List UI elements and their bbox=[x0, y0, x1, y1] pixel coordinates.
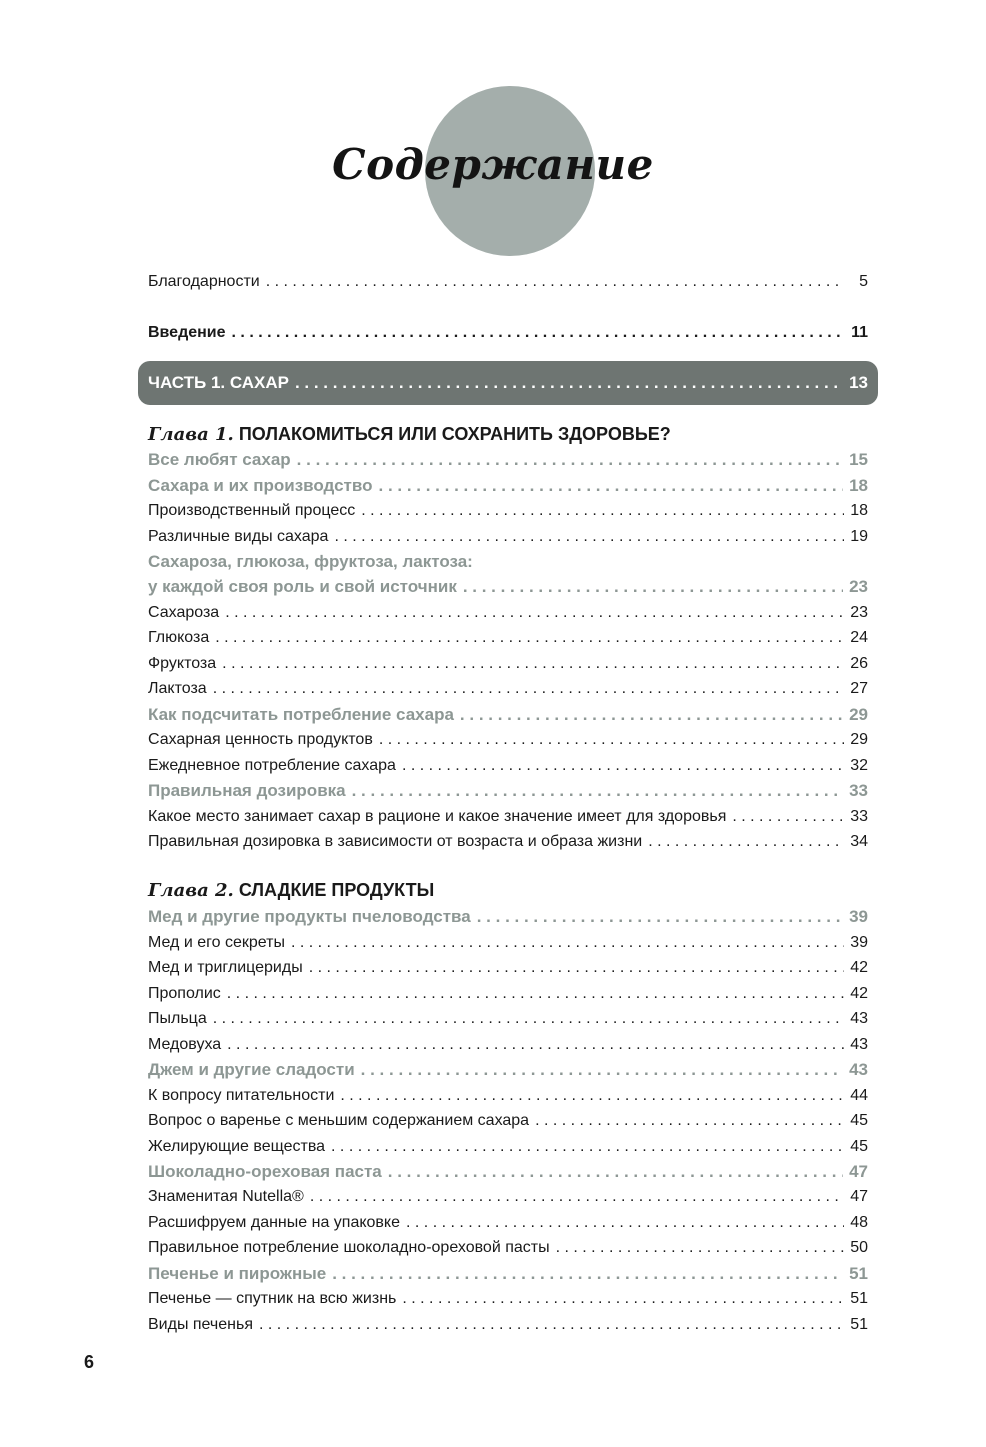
toc-section: у каждой своя роль и свой источник . . . 23 bbox=[148, 575, 868, 599]
toc-entry: К вопросу питательности . . . 44 bbox=[148, 1084, 868, 1108]
chapter-heading: Глава 2. СЛАДКИЕ ПРОДУКТЫ bbox=[148, 880, 435, 901]
page-number: 6 bbox=[84, 1352, 95, 1372]
toc-entry: Ежедневное потребление сахара . . . 32 bbox=[148, 754, 868, 778]
toc-entry: Пыльца . . . 43 bbox=[148, 1007, 868, 1031]
toc-entry: Правильное потребление шоколадно-ореховой пасты . . . 50 bbox=[148, 1236, 868, 1260]
toc-section: Джем и другие сладости . . . 43 bbox=[148, 1058, 868, 1082]
chapter-heading: Глава 1. ПОЛАКОМИТЬСЯ ИЛИ СОХРАНИТЬ ЗДОРОВЬЕ? bbox=[148, 424, 671, 445]
toc-entry: Введение . . . 11 bbox=[148, 321, 868, 345]
toc-section: Шоколадно-ореховая паста . . . 47 bbox=[148, 1160, 868, 1184]
toc-entry: Различные виды сахара . . . 19 bbox=[148, 525, 868, 549]
toc-entry: Глюкоза . . . 24 bbox=[148, 626, 868, 650]
toc-entry: Вопрос о варенье с меньшим содержанием сахара . . . 45 bbox=[148, 1109, 868, 1133]
toc-section: Сахароза, глюкоза, фруктоза, лактоза: bbox=[148, 552, 473, 571]
toc-entry: Сахароза . . . 23 bbox=[148, 601, 868, 625]
toc-section: Мед и другие продукты пчеловодства . . . 39 bbox=[148, 905, 868, 929]
toc-entry: Виды печенья . . . 51 bbox=[148, 1313, 868, 1337]
toc-entry: Производственный процесс . . . 18 bbox=[148, 499, 868, 523]
toc-entry: Благодарности . . . 5 bbox=[148, 270, 868, 294]
page-title: Содержание bbox=[332, 140, 654, 189]
part-bar bbox=[138, 361, 878, 405]
toc-entry: Мед и его секреты . . . 39 bbox=[148, 931, 868, 955]
part-title: ЧАСТЬ 1. САХАР . . . 13 bbox=[148, 371, 868, 395]
toc-entry: Какое место занимает сахар в рационе и какое значение имеет для здоровья . . . 33 bbox=[148, 805, 868, 829]
toc-entry: Расшифруем данные на упаковке . . . 48 bbox=[148, 1211, 868, 1235]
toc-section: Все любят сахар . . . 15 bbox=[148, 448, 868, 472]
toc-section: Правильная дозировка . . . 33 bbox=[148, 779, 868, 803]
toc-section: Сахара и их производство . . . 18 bbox=[148, 474, 868, 498]
toc-entry: Фруктоза . . . 26 bbox=[148, 652, 868, 676]
toc-section: Печенье и пирожные . . . 51 bbox=[148, 1262, 868, 1286]
toc-entry: Правильная дозировка в зависимости от возраста и образа жизни . . . 34 bbox=[148, 830, 868, 854]
toc-entry: Медовуха . . . 43 bbox=[148, 1033, 868, 1057]
toc-entry: Сахарная ценность продуктов . . . 29 bbox=[148, 728, 868, 752]
toc-entry: Лактоза . . . 27 bbox=[148, 677, 868, 701]
toc-entry: Печенье — спутник на всю жизнь . . . 51 bbox=[148, 1287, 868, 1311]
toc-entry: Знаменитая Nutella® . . . 47 bbox=[148, 1185, 868, 1209]
toc-entry: Желирующие вещества . . . 45 bbox=[148, 1135, 868, 1159]
toc-entry: Прополис . . . 42 bbox=[148, 982, 868, 1006]
toc-entry: Мед и триглицериды . . . 42 bbox=[148, 956, 868, 980]
toc-section: Как подсчитать потребление сахара . . . 29 bbox=[148, 703, 868, 727]
